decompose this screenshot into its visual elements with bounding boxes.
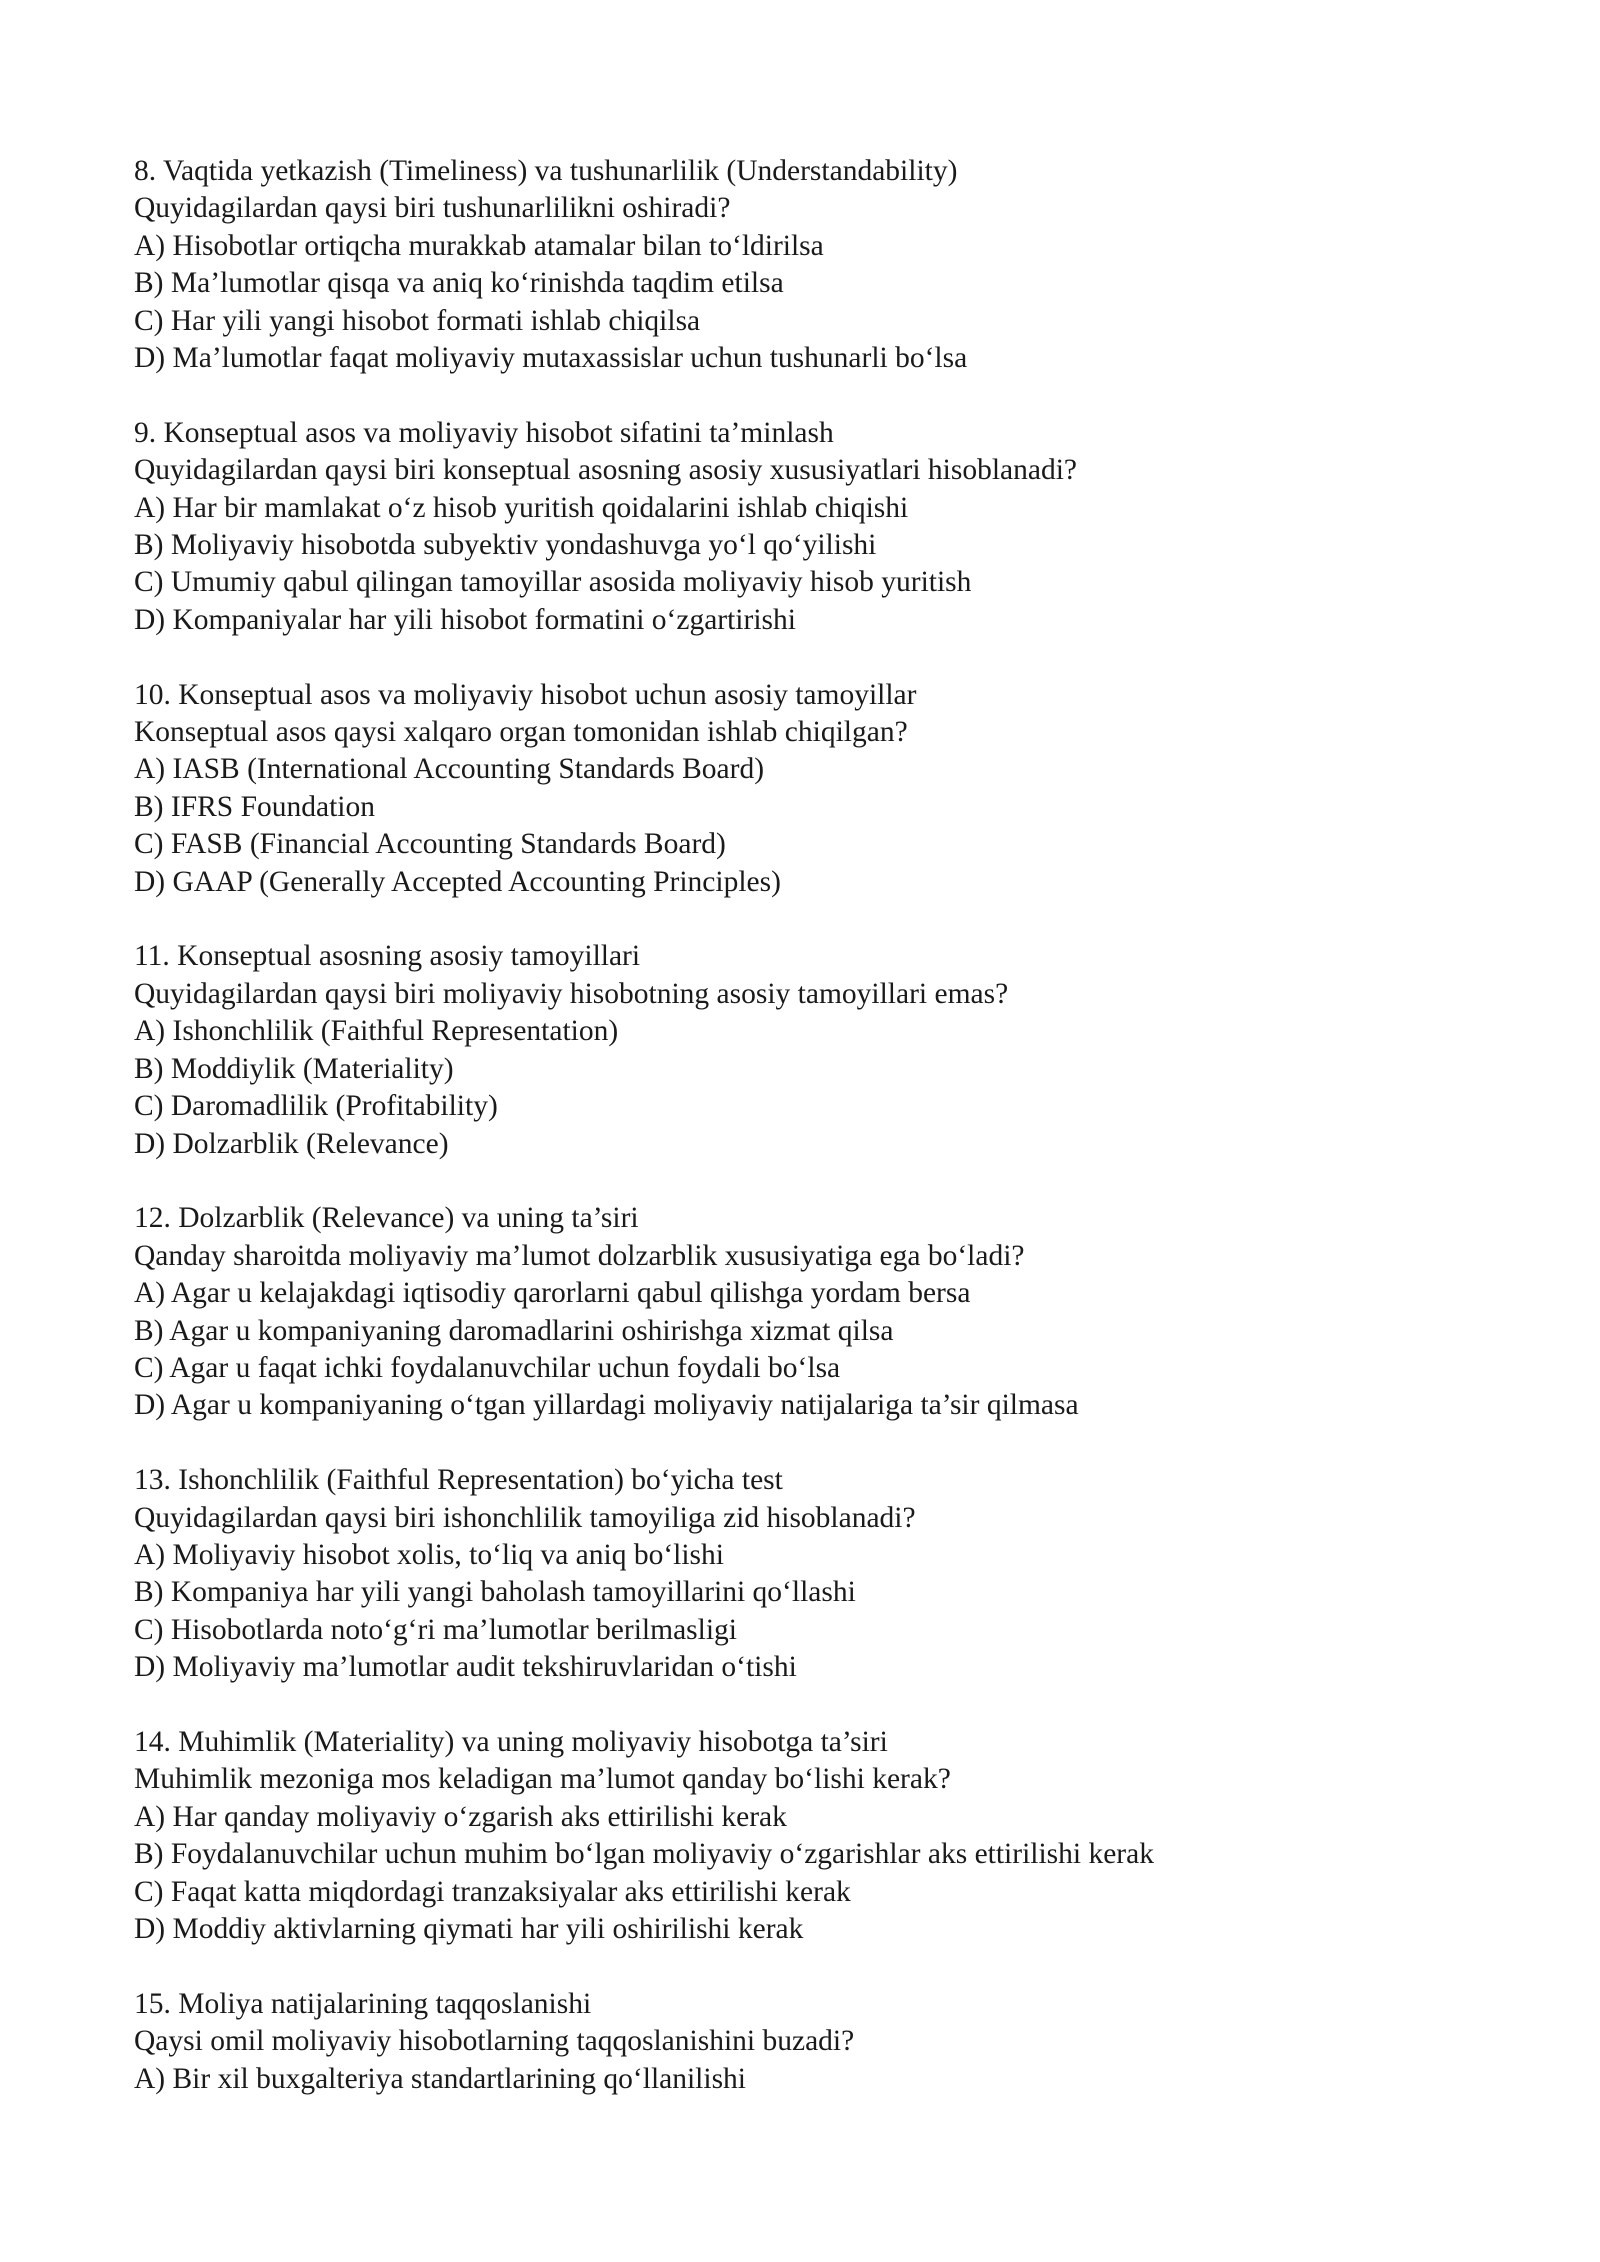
answer-option: B) Kompaniya har yili yangi baholash tamoyillarini qo‘llashi [134,1576,856,1609]
question-block [134,938,1494,1162]
question-prompt: Qaysi omil moliyaviy hisobotlarning taqqoslanishini buzadi? [134,2025,855,2058]
answer-option: D) Ma’lumotlar faqat moliyaviy mutaxassislar uchun tushunarli bo‘lsa [134,342,968,375]
answer-option: C) Hisobotlarda noto‘g‘ri ma’lumotlar berilmasligi [134,1613,737,1646]
answer-option: C) Umumiy qabul qilingan tamoyillar asosida moliyaviy hisob yuritish [134,566,972,599]
question-prompt: Muhimlik mezoniga mos keladigan ma’lumot qanday bo‘lishi kerak? [134,1763,951,1796]
question-block [134,1462,1494,1686]
question-prompt: Qanday sharoitda moliyaviy ma’lumot dolzarblik xususiyatiga ega bo‘ladi? [134,1239,1025,1272]
question-block [134,677,1494,901]
answer-option: A) Har qanday moliyaviy o‘zgarish aks ettirilishi kerak [134,1800,787,1833]
answer-option: C) Agar u faqat ichki foydalanuvchilar uchun foydali bo‘lsa [134,1351,841,1384]
question-heading: 13. Ishonchlilik (Faithful Representation) bo‘yicha test [134,1464,783,1497]
answer-option: D) GAAP (Generally Accepted Accounting Principles) [134,865,781,898]
answer-option: A) Agar u kelajakdagi iqtisodiy qarorlarni qabul qilishga yordam bersa [134,1277,971,1310]
answer-option: A) Ishonchlilik (Faithful Representation) [134,1015,619,1048]
question-heading: 11. Konseptual asosning asosiy tamoyillari [134,940,641,973]
question-prompt: Quyidagilardan qaysi biri konseptual asosning asosiy xususiyatlari hisoblanadi? [134,454,1078,487]
question-heading: 12. Dolzarblik (Relevance) va uning ta’siri [134,1202,639,1235]
answer-option: D) Dolzarblik (Relevance) [134,1127,449,1160]
question-block [134,1200,1494,1424]
answer-option: D) Agar u kompaniyaning o‘tgan yillardagi moliyaviy natijalariga ta’sir qilmasa [134,1389,1079,1422]
question-prompt: Quyidagilardan qaysi biri ishonchlilik tamoyiliga zid hisoblanadi? [134,1501,916,1534]
answer-option: B) Moliyaviy hisobotda subyektiv yondashuvga yo‘l qo‘yilishi [134,529,877,562]
document-body [134,153,1494,2135]
question-block [134,153,1494,377]
question-block [134,1986,1494,2098]
question-prompt: Quyidagilardan qaysi biri tushunarlilikni oshiradi? [134,192,731,225]
answer-option: B) Moddiylik (Materiality) [134,1052,454,1085]
answer-option: B) Agar u kompaniyaning daromadlarini oshirishga xizmat qilsa [134,1314,894,1347]
question-heading: 10. Konseptual asos va moliyaviy hisobot uchun asosiy tamoyillar [134,678,917,711]
answer-option: B) Foydalanuvchilar uchun muhim bo‘lgan moliyaviy o‘zgarishlar aks ettirilishi kerak [134,1838,1154,1871]
answer-option: A) IASB (International Accounting Standards Board) [134,753,765,786]
question-heading: 15. Moliya natijalarining taqqoslanishi [134,1987,592,2020]
question-block [134,415,1494,639]
answer-option: D) Kompaniyalar har yili hisobot formatini o‘zgartirishi [134,603,796,636]
question-heading: 14. Muhimlik (Materiality) va uning moliyaviy hisobotga ta’siri [134,1725,888,1758]
answer-option: B) IFRS Foundation [134,790,375,823]
answer-option: A) Har bir mamlakat o‘z hisob yuritish qoidalarini ishlab chiqishi [134,491,909,524]
question-prompt: Konseptual asos qaysi xalqaro organ tomonidan ishlab chiqilgan? [134,716,908,749]
question-prompt: Quyidagilardan qaysi biri moliyaviy hisobotning asosiy tamoyillari emas? [134,977,1009,1010]
answer-option: A) Bir xil buxgalteriya standartlarining qo‘llanilishi [134,2062,746,2095]
question-heading: 8. Vaqtida yetkazish (Timeliness) va tushunarlilik (Understandability) [134,155,958,187]
answer-option: D) Moddiy aktivlarning qiymati har yili oshirilishi kerak [134,1913,804,1945]
answer-option: A) Moliyaviy hisobot xolis, to‘liq va aniq bo‘lishi [134,1538,724,1571]
answer-option: B) Ma’lumotlar qisqa va aniq ko‘rinishda taqdim etilsa [134,267,784,300]
answer-option: C) FASB (Financial Accounting Standards Board) [134,828,726,861]
question-heading: 9. Konseptual asos va moliyaviy hisobot sifatini ta’minlash [134,416,834,449]
answer-option: C) Faqat katta miqdordagi tranzaksiyalar aks ettirilishi kerak [134,1875,851,1908]
answer-option: C) Har yili yangi hisobot formati ishlab chiqilsa [134,304,701,337]
answer-option: C) Daromadlilik (Profitability) [134,1090,498,1123]
question-block [134,1724,1494,1948]
answer-option: D) Moliyaviy ma’lumotlar audit tekshiruvlaridan o‘tishi [134,1651,797,1684]
answer-option: A) Hisobotlar ortiqcha murakkab atamalar bilan to‘ldirilsa [134,229,824,262]
